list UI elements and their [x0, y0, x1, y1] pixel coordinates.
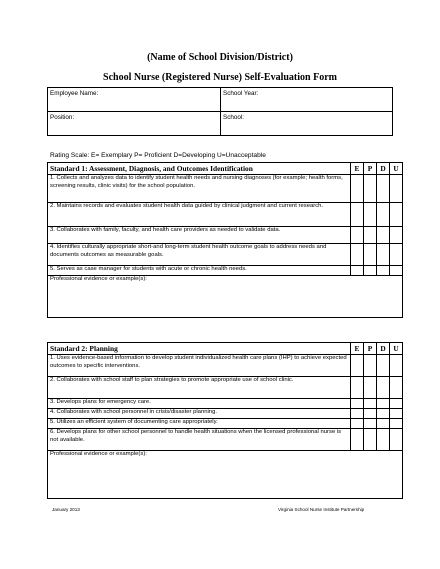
rating-cell[interactable] — [390, 175, 403, 203]
info-table — [47, 87, 393, 136]
rating-cell[interactable] — [364, 419, 377, 429]
standard1-item-1: 1. Collects and analyzes data to identify student health needs and nursing diagnoses (for example; health forms, screening results, clinic visits) for the school population. — [48, 175, 351, 203]
standard2-item-3: 3. Develops plans for emergency care. — [48, 399, 351, 409]
school-field[interactable]: School: — [221, 112, 393, 136]
division-title: (Name of School Division/District) — [147, 52, 293, 63]
rating-cell[interactable] — [364, 429, 377, 451]
rating-cell[interactable] — [377, 409, 390, 419]
standard1-title: Standard 1: Assessment, Diagnosis, and Outcomes Identification — [48, 163, 351, 175]
position-field[interactable]: Position: — [48, 112, 221, 136]
rating-cell[interactable] — [377, 227, 390, 244]
col-p: P — [364, 163, 377, 175]
rating-cell[interactable] — [377, 429, 390, 451]
rating-cell[interactable] — [351, 203, 364, 227]
rating-cell[interactable] — [377, 266, 390, 276]
rating-cell[interactable] — [364, 355, 377, 377]
rating-cell[interactable] — [351, 244, 364, 266]
rating-cell[interactable] — [390, 419, 403, 429]
rating-cell[interactable] — [377, 355, 390, 377]
employee-name-field[interactable]: Employee Name: — [48, 88, 221, 112]
school-year-field[interactable]: School Year: — [221, 88, 393, 112]
rating-cell[interactable] — [377, 399, 390, 409]
standard2-table — [47, 342, 403, 499]
rating-cell[interactable] — [377, 203, 390, 227]
rating-cell[interactable] — [364, 266, 377, 276]
rating-cell[interactable] — [390, 429, 403, 451]
standard1-item-5: 5. Serves as case manager for students with acute or chronic health needs. — [48, 266, 351, 276]
standard2-item-4: 4. Collaborates with school personnel in crisis/disaster planning. — [48, 409, 351, 419]
standard1-table — [47, 162, 403, 318]
rating-cell[interactable] — [351, 227, 364, 244]
rating-cell[interactable] — [364, 227, 377, 244]
standard1-item-4: 4. Identifies culturally appropriate short-and long-term student health outcome goals to address needs and documents outcomes as measurable goals. — [48, 244, 351, 266]
rating-cell[interactable] — [390, 244, 403, 266]
rating-cell[interactable] — [390, 355, 403, 377]
rating-cell[interactable] — [364, 244, 377, 266]
rating-cell[interactable] — [351, 175, 364, 203]
rating-cell[interactable] — [351, 266, 364, 276]
col-d: D — [377, 343, 390, 355]
rating-cell[interactable] — [364, 399, 377, 409]
footer-partnership: Virginia School Nurse Institute Partnership — [278, 507, 365, 512]
rating-cell[interactable] — [377, 175, 390, 203]
col-e: E — [351, 343, 364, 355]
rating-cell[interactable] — [390, 409, 403, 419]
rating-cell[interactable] — [377, 377, 390, 399]
standard2-title: Standard 2: Planning — [48, 343, 351, 355]
standard2-item-6: 6. Develops plans for other school personnel to handle health situations when the licensed professional nurse is not available. — [48, 429, 351, 451]
rating-cell[interactable] — [364, 377, 377, 399]
col-d: D — [377, 163, 390, 175]
rating-cell[interactable] — [351, 409, 364, 419]
standard2-item-2: 2. Collaborates with school staff to plan strategies to promote appropriate use of school clinic. — [48, 377, 351, 399]
col-e: E — [351, 163, 364, 175]
standard2-evidence[interactable]: Professional evidence or example(s): — [48, 451, 403, 499]
rating-cell[interactable] — [390, 266, 403, 276]
rating-cell[interactable] — [377, 244, 390, 266]
rating-cell[interactable] — [390, 227, 403, 244]
rating-cell[interactable] — [390, 399, 403, 409]
rating-scale: Rating Scale: E= Exemplary P= Proficient D=Developing U=Unacceptable — [50, 152, 266, 159]
standard2-item-1: 1. Uses evidence-based information to develop student individualized health care plans (IHP) to achieve expected outcomes to specific interventions. — [48, 355, 351, 377]
rating-cell[interactable] — [390, 377, 403, 399]
rating-cell[interactable] — [390, 203, 403, 227]
standard1-item-3: 3. Collaborates with family, faculty, and health care providers as needed to validate data. — [48, 227, 351, 244]
rating-cell[interactable] — [351, 377, 364, 399]
footer-date: January 2013 — [52, 507, 80, 512]
col-u: U — [390, 343, 403, 355]
col-p: P — [364, 343, 377, 355]
rating-cell[interactable] — [351, 419, 364, 429]
rating-cell[interactable] — [377, 419, 390, 429]
standard1-item-2: 2. Maintains records and evaluates student health data guided by clinical judgment and current research. — [48, 203, 351, 227]
rating-cell[interactable] — [351, 355, 364, 377]
rating-cell[interactable] — [364, 409, 377, 419]
rating-cell[interactable] — [351, 429, 364, 451]
standard2-item-5: 5. Utilizes an efficient system of documenting care appropriately. — [48, 419, 351, 429]
col-u: U — [390, 163, 403, 175]
rating-cell[interactable] — [351, 399, 364, 409]
rating-cell[interactable] — [364, 203, 377, 227]
form-title: School Nurse (Registered Nurse) Self-Evaluation Form — [103, 72, 337, 83]
rating-cell[interactable] — [364, 175, 377, 203]
standard1-evidence[interactable]: Professional evidence or example(s): — [48, 276, 403, 318]
